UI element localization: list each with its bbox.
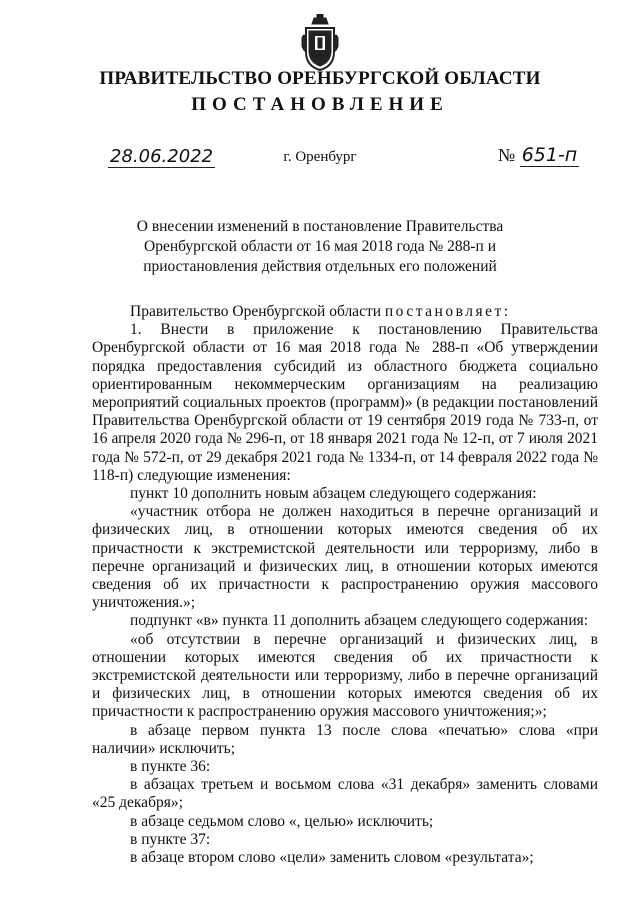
document-city: г. Оренбург (283, 149, 357, 165)
document-body (92, 303, 598, 867)
document-meta (0, 146, 640, 172)
document-date: 28.06.2022 (110, 146, 214, 167)
document-number (498, 144, 579, 166)
subject-line: приостановления действия отдельных его положений (143, 258, 497, 275)
intro-paragraph (92, 303, 598, 321)
body-paragraph: в абзаце первом пункта 13 после слова «печатью» слова «при наличии» исключить; (92, 721, 598, 757)
body-paragraph: в абзаце седьмом слово «, целью» исключить; (130, 812, 434, 830)
number-sign: № (498, 145, 516, 165)
body-paragraph: в абзацах третьем и восьмом слова «31 декабря» заменить словами «25 декабря»; (92, 776, 598, 812)
intro-decree-word: постановляет: (384, 303, 511, 320)
subject-line: Оренбургской области от 16 мая 2018 года № 288-п и (144, 238, 496, 255)
body-paragraph: в пункте 37: (130, 830, 211, 848)
body-paragraph: «участник отбора не должен находиться в перечне организаций и физических лиц, в отношении которых имеются сведения об их причастности к экстремистской деятельности или терроризму, либо в перечне организаций и физических лиц, в отношении которых имеются сведения об их причастности к распространению оружия массового уничтожения.»; (92, 503, 598, 612)
intro-prefix: Правительство Оренбургской области (130, 303, 385, 320)
document-type: ПОСТАНОВЛЕНИЕ (191, 94, 449, 115)
body-paragraph: в абзаце втором слово «цели» заменить словом «результата»; (130, 849, 534, 867)
body-paragraph: пункт 10 дополнить новым абзацем следующего содержания: (130, 485, 537, 503)
coat-of-arms-icon (300, 14, 340, 72)
organization-title: ПРАВИТЕЛЬСТВО ОРЕНБУРГСКОЙ ОБЛАСТИ (99, 68, 541, 89)
subject-line: О внесении изменений в постановление Правительства (136, 218, 504, 235)
body-paragraph: «об отсутствии в перечне организаций и физических лиц, в отношении которых имеются сведения об их причастности к экстремистской деятельности или терроризму, либо в перечне организаций и физических лиц, в отношении которых имеются сведения об их причастности к распространению оружия массового уничтожения;»; (92, 630, 598, 721)
number-value: 651-п (521, 144, 578, 166)
body-paragraph: подпункт «в» пункта 11 дополнить абзацем следующего содержания: (130, 612, 589, 630)
body-paragraph: в пункте 36: (130, 758, 211, 776)
document-subject (0, 217, 640, 277)
body-paragraph: 1. Внести в приложение к постановлению Правительства Оренбургской области от 16 мая 2018 года № 288-п «Об утверждении порядка предоставления субсидий из областного бюджета социально ориентированным некоммерческим организациям на реализацию мероприятий социальных проектов (программ)» (в редакции постановлений Правительства Оренбургской области от 19 сентября 2019 года № 733-п, от 16 апреля 2020 года № 296-п, от 18 января 2021 года № 12-п, от 7 июля 2021 года № 572-п, от 29 декабря 2021 года № 1334-п, от 14 февраля 2022 года № 118-п) следующие изменения: (92, 321, 598, 484)
